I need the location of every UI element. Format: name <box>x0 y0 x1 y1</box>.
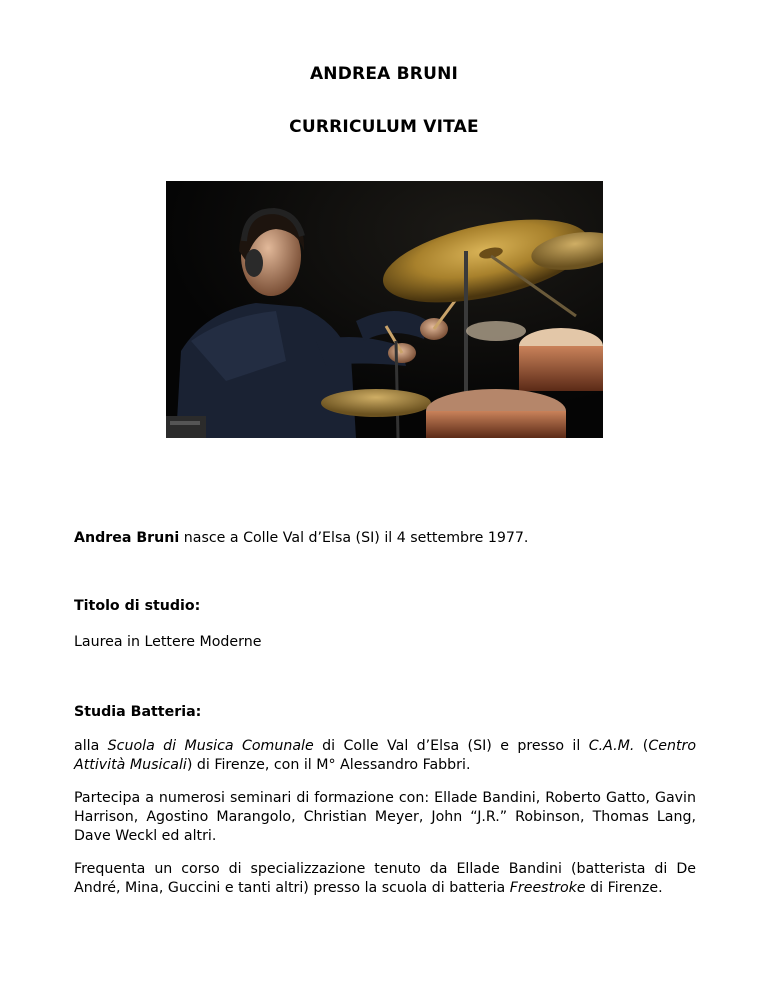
p3-text-1: Frequenta un corso di specializzazione tenuto da Ellade Bandini (batterista di De André, Mina, Guccini e tanti altri) presso la scuola di batteria <box>74 861 696 896</box>
p1-text-1: alla <box>74 738 108 754</box>
intro-name: Andrea Bruni <box>74 530 180 546</box>
intro-text: nasce a Colle Val d’Elsa (SI) il 4 settembre 1977. <box>179 530 529 546</box>
person-name-title: ANDREA BRUNI <box>309 64 459 84</box>
p1-cam-abbr: C.A.M. <box>588 738 635 754</box>
document-title: CURRICULUM VITAE <box>289 117 479 137</box>
p3-text-2: di Firenze. <box>585 880 663 896</box>
drums-paragraph-1 <box>74 737 696 775</box>
education-heading: Titolo di studio: <box>74 598 201 614</box>
education-value: Laurea in Lettere Moderne <box>74 634 262 650</box>
drums-paragraph-3 <box>74 860 696 898</box>
p1-text-4: ) di Firenze, con il M° Alessandro Fabbri. <box>186 757 471 773</box>
drums-heading: Studia Batteria: <box>74 704 202 720</box>
p1-school-name: Scuola di Musica Comunale <box>107 738 314 754</box>
p3-school-name: Freestroke <box>509 880 586 896</box>
drums-paragraph-2: Partecipa a numerosi seminari di formazione con: Ellade Bandini, Roberto Gatto, Gavin Harrison, Agostino Marangolo, Christian Meyer, John “J.R.” Robinson, Thomas Lang, Dave Weckl ed altri. <box>74 790 696 844</box>
p1-text-2: di Colle Val d’Elsa (SI) e presso il <box>313 738 589 754</box>
p1-cam-full: Centro Attività Musicali <box>74 738 697 773</box>
p1-text-3: ( <box>634 738 649 754</box>
drummer-photo-icon <box>166 181 603 438</box>
intro-paragraph <box>74 529 696 548</box>
drummer-photo <box>166 181 603 438</box>
